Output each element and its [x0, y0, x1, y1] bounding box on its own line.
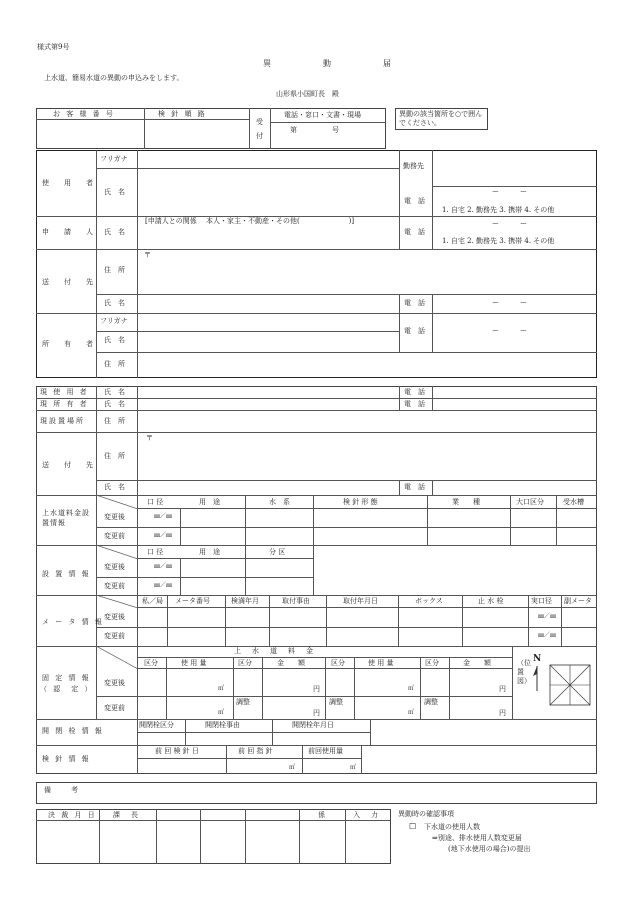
fixed-col-amount-2: 金 額 [463, 659, 491, 667]
reception-label: 受 付 [256, 118, 263, 140]
customer-number-label: お 客 様 番 号 [53, 110, 115, 118]
intro-text: 上水道、簡易水道の異動の申込みをします。 [44, 74, 184, 82]
approval-date-label: 決 裁 月 日 [48, 811, 97, 819]
fixed-before-yen-2: 円 [499, 709, 506, 717]
meter-before-unit: ㎜／㎜ [538, 632, 557, 639]
form-number: 様式第9号 [37, 43, 70, 51]
current-site-label: 現設置場所 [40, 417, 85, 425]
workplace-field[interactable] [433, 151, 596, 185]
fixed-info-sublabel: （ 認 定 ） [40, 685, 94, 693]
send-to-label: 送 付 先 [42, 278, 97, 286]
send-to-phone-dash: ー ー [492, 299, 527, 307]
water-after-label: 変更後 [104, 513, 125, 521]
install-col-district: 分 区 [269, 548, 286, 556]
applicant-name-field[interactable] [138, 228, 398, 248]
water-col-system: 水 系 [269, 498, 290, 506]
reading-col-pointer: 前 回 指 針 [238, 747, 273, 755]
remarks-field[interactable] [100, 783, 595, 803]
meter-col-expiry: 検満年月 [231, 597, 259, 605]
reading-col-date: 前 回 検 針 日 [155, 747, 199, 755]
fixed-adjust-1: 調整 [236, 698, 250, 706]
meter-col-private: 私／局 [142, 597, 163, 605]
valve-col-class: 開閉栓区分 [139, 721, 174, 729]
current-owner-name-label: 氏 名 [104, 400, 125, 408]
install-col-diameter: 口 径 [147, 548, 164, 556]
install-before-unit: ㎜／㎜ [154, 582, 173, 589]
fixed-group-label: 上 水 道 料 金 [234, 647, 315, 655]
reading-m3-1: ㎥ [289, 764, 296, 771]
owner-furigana-label: フリガナ [100, 317, 128, 325]
owner-name-field[interactable] [138, 332, 398, 351]
current-site-address-field[interactable] [138, 411, 596, 431]
current-user-name-field[interactable] [138, 387, 398, 397]
water-col-purpose: 用 途 [199, 498, 220, 506]
current-user-label: 現 使 用 者 [40, 388, 89, 396]
current-owner-name-field[interactable] [138, 399, 398, 409]
current-user-phone-label: 電 話 [404, 388, 425, 396]
send-to-address-label: 住 所 [104, 266, 125, 274]
send-to-2-postal-mark: 〒 [146, 434, 153, 442]
remarks-label: 備 考 [44, 786, 80, 794]
applicant-label: 申 請 人 [42, 228, 97, 236]
applicant-phone-types: 1. 自宅 2. 勤務先 3. 携帯 4. その他 [442, 237, 555, 245]
owner-address-field[interactable] [138, 353, 596, 377]
send-to-name-field[interactable] [138, 295, 398, 312]
north-mark: N [533, 654, 542, 664]
location-map-label: （位置図） [517, 659, 531, 685]
water-before-unit: ㎜／㎜ [154, 532, 173, 539]
reading-m3-2: ㎥ [350, 764, 357, 771]
user-phone-label: 電 話 [404, 197, 425, 205]
meter-col-box: ボックス [415, 597, 443, 605]
valve-col-reason: 開閉栓事由 [205, 721, 240, 729]
install-info-label: 設 置 情 報 [42, 570, 91, 578]
fixed-before-m3-1: ㎥ [218, 709, 225, 716]
meter-before-label: 変更前 [104, 632, 125, 640]
addressee: 山形県小国町長 殿 [276, 90, 339, 98]
confirm-checkbox[interactable]: ☐ [409, 822, 417, 831]
customer-number-field[interactable] [37, 120, 143, 148]
owner-name-label: 氏 名 [104, 336, 125, 344]
meter-col-valve: 止 水 栓 [478, 597, 504, 605]
meter-col-sub: 副メータ [564, 597, 592, 605]
send-to-address-field[interactable] [138, 260, 596, 293]
fixed-adjust-2: 調整 [329, 698, 343, 706]
fixed-col-class-4: 区分 [425, 659, 439, 667]
reading-info-label: 検 針 情 報 [42, 755, 91, 763]
fixed-col-usage-1: 使 用 量 [181, 659, 207, 667]
form-title: 異 動 届 [263, 59, 395, 68]
current-owner-label: 現 所 有 者 [40, 400, 89, 408]
install-before-label: 変更前 [104, 582, 125, 590]
fixed-info-label: 固 定 情 報 [42, 674, 91, 682]
water-col-diameter: 口 径 [147, 498, 164, 506]
meter-after-unit: ㎜／㎜ [538, 613, 557, 620]
fixed-col-usage-2: 使 用 量 [368, 659, 394, 667]
owner-phone-label: 電 話 [404, 327, 425, 335]
confirm-arrow-text: ⇒別途、排水使用人数変更届 [432, 834, 522, 842]
fixed-after-yen-1: 円 [313, 685, 320, 693]
meter-route-field[interactable] [145, 120, 248, 148]
meter-col-actual: 実口径 [531, 597, 552, 605]
applicant-relation: [申請人との関係 本人・家主・不動産・その他( )] [145, 217, 355, 225]
send-to-2-phone-label: 電 話 [404, 483, 425, 491]
user-name-field[interactable] [138, 169, 398, 215]
approval-staff-label: 係 [318, 811, 325, 819]
meter-info-label: メ ー タ 情 報 [42, 618, 104, 626]
fixed-col-class-2: 区分 [238, 659, 252, 667]
water-info-label: 上水道料金設置情報 [42, 509, 90, 527]
user-phone-dash: ー ー [492, 188, 527, 196]
send-to-2-address-label: 住 所 [104, 452, 125, 460]
current-site-address-label: 住 所 [104, 417, 125, 425]
channels-label: 電話・窓口・文書・現場 [284, 111, 361, 119]
approval-chief-label: 課 長 [113, 811, 140, 819]
user-phone-types: 1. 自宅 2. 勤務先 3. 携帯 4. その他 [442, 206, 555, 214]
install-after-label: 変更後 [104, 563, 125, 571]
reception-number: 第 号 [290, 126, 339, 134]
current-owner-phone-label: 電 話 [404, 400, 425, 408]
fixed-after-m3-1: ㎥ [218, 685, 225, 692]
confirm-title: 異動時の確認事項 [398, 810, 454, 818]
reading-col-usage: 前回使用量 [308, 747, 343, 755]
user-name-label: 氏 名 [104, 188, 125, 196]
meter-col-reason: 取付事由 [282, 597, 310, 605]
user-furigana-label: フリガナ [100, 155, 128, 163]
current-user-name-label: 氏 名 [104, 388, 125, 396]
confirm-item: 下水道の使用人数 [424, 823, 480, 831]
applicant-phone-dash: ー ー [492, 220, 527, 228]
send-to-postal-mark: 〒 [144, 251, 151, 259]
user-furigana-field[interactable] [138, 151, 398, 167]
send-to-2-name-label: 氏 名 [104, 483, 125, 491]
install-after-unit: ㎜／㎜ [154, 563, 173, 570]
fixed-after-yen-2: 円 [499, 685, 506, 693]
fixed-after-m3-2: ㎥ [408, 685, 415, 692]
install-col-purpose: 用 途 [199, 548, 220, 556]
water-before-label: 変更前 [104, 532, 125, 540]
water-col-meter-type: 検 針 形 態 [343, 498, 378, 506]
meter-col-number: メータ番号 [175, 597, 210, 605]
send-to-2-label: 送 付 先 [42, 461, 97, 469]
approval-input-label: 入 力 [353, 811, 380, 819]
water-col-tank: 受水槽 [563, 498, 584, 506]
water-col-large: 大口区分 [516, 498, 544, 506]
water-after-unit: ㎜／㎜ [154, 513, 173, 520]
meter-col-date: 取付年月日 [343, 597, 378, 605]
send-to-2-address-field[interactable] [138, 433, 596, 479]
send-to-name-label: 氏 名 [104, 299, 125, 307]
fixed-before-m3-2: ㎥ [408, 709, 415, 716]
fixed-before-yen-1: 円 [313, 709, 320, 717]
confirm-note: (地下水使用の場合)の提出 [448, 845, 531, 853]
applicant-name-label: 氏 名 [104, 228, 125, 236]
meter-after-label: 変更後 [104, 613, 125, 621]
owner-phone-dash: ー ー [492, 327, 527, 335]
owner-address-label: 住 所 [104, 360, 125, 368]
fixed-before-label: 変更前 [104, 704, 125, 712]
water-col-industry: 業 種 [452, 498, 480, 506]
workplace-label: 勤務先 [403, 162, 424, 170]
fixed-adjust-3: 調整 [424, 698, 438, 706]
send-to-phone-label: 電 話 [404, 299, 425, 307]
applicant-phone-label: 電 話 [404, 228, 425, 236]
valve-col-date: 開閉栓年月日 [292, 721, 334, 729]
fixed-col-amount-1: 金 額 [277, 659, 305, 667]
owner-label: 所 有 者 [42, 340, 97, 348]
fixed-col-class-1: 区分 [144, 659, 158, 667]
fixed-after-label: 変更後 [104, 679, 125, 687]
valve-info-label: 開 閉 栓 情 報 [42, 727, 104, 735]
instruction-text: 異動の該当箇所を○で囲んでください。 [399, 110, 483, 127]
fixed-col-class-3: 区分 [331, 659, 345, 667]
owner-furigana-field[interactable] [138, 314, 398, 330]
meter-route-label: 検 針 順 路 [158, 110, 207, 118]
user-label: 使 用 者 [42, 179, 97, 187]
